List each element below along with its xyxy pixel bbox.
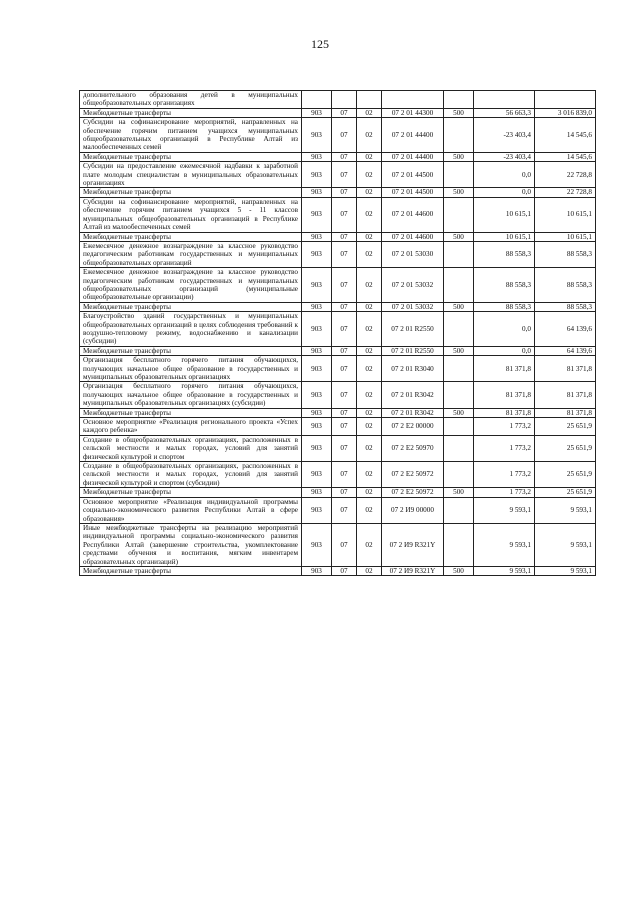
row-name: Создание в общеобразовательных организациях, расположенных в сельской местности и малых городах, условий для занятий физической культурой и спортом (субсидии): [80, 462, 302, 488]
target-article: 07 2 E2 50972: [382, 462, 444, 488]
section-code: 07: [332, 118, 357, 153]
subsection-code: 02: [357, 418, 382, 436]
table-row: [80, 188, 596, 197]
target-article: 07 2 E2 50972: [382, 488, 444, 497]
section-code: [332, 91, 357, 109]
admin-code: 903: [302, 418, 332, 436]
amount-total: 14 545,6: [535, 152, 596, 161]
subsection-code: 02: [357, 197, 382, 232]
row-name: Межбюджетные трансферты: [80, 188, 302, 197]
row-name: Межбюджетные трансферты: [80, 152, 302, 161]
expense-type: [444, 268, 474, 303]
table-row: [80, 418, 596, 436]
amount-change: 81 371,8: [474, 408, 535, 417]
expense-type: [444, 197, 474, 232]
target-article: 07 2 01 53032: [382, 302, 444, 311]
amount-total: 22 728,8: [535, 188, 596, 197]
subsection-code: 02: [357, 523, 382, 566]
expense-type: 500: [444, 188, 474, 197]
row-name: Межбюджетные трансферты: [80, 108, 302, 117]
subsection-code: 02: [357, 382, 382, 408]
target-article: 07 2 01 53032: [382, 268, 444, 303]
admin-code: [302, 91, 332, 109]
amount-change: 10 615,1: [474, 197, 535, 232]
table-row: [80, 91, 596, 109]
row-name: Межбюджетные трансферты: [80, 346, 302, 355]
amount-total: 25 651,9: [535, 462, 596, 488]
expense-type: [444, 91, 474, 109]
table-row: [80, 566, 596, 575]
target-article: 07 2 01 R2550: [382, 312, 444, 347]
amount-total: 10 615,1: [535, 197, 596, 232]
amount-total: 88 558,3: [535, 241, 596, 267]
amount-change: 1 773,2: [474, 435, 535, 461]
expense-type: 500: [444, 302, 474, 311]
target-article: 07 2 И9 R321Y: [382, 523, 444, 566]
amount-change: -23 403,4: [474, 152, 535, 161]
expense-type: 500: [444, 488, 474, 497]
table-row: [80, 356, 596, 382]
table-body: [80, 91, 596, 576]
row-name: Ежемесячное денежное вознаграждение за классное руководство педагогическим работникам государственных и муниципальных общеобразовательных организаций (муниципальные общеобразовательные организации): [80, 268, 302, 303]
row-name: Создание в общеобразовательных организациях, расположенных в сельской местности и малых городах, условий для занятий физической культурой и спортом: [80, 435, 302, 461]
subsection-code: 02: [357, 356, 382, 382]
subsection-code: 02: [357, 108, 382, 117]
subsection-code: 02: [357, 408, 382, 417]
table-row: [80, 108, 596, 117]
amount-change: 0,0: [474, 162, 535, 188]
section-code: 07: [332, 232, 357, 241]
subsection-code: 02: [357, 152, 382, 161]
target-article: 07 2 И9 00000: [382, 497, 444, 523]
subsection-code: 02: [357, 188, 382, 197]
amount-change: 9 593,1: [474, 566, 535, 575]
section-code: 07: [332, 197, 357, 232]
table-row: [80, 435, 596, 461]
section-code: 07: [332, 108, 357, 117]
amount-total: 25 651,9: [535, 418, 596, 436]
budget-table: [79, 90, 596, 576]
amount-total: 9 593,1: [535, 497, 596, 523]
target-article: 07 2 E2 50970: [382, 435, 444, 461]
admin-code: 903: [302, 152, 332, 161]
amount-change: 10 615,1: [474, 232, 535, 241]
admin-code: 903: [302, 302, 332, 311]
row-name: Благоустройство зданий государственных и муниципальных общеобразовательных организаций в целях соблюдения требований к воздушно-тепловому режиму, водоснабжению и канализации (субсидии): [80, 312, 302, 347]
amount-total: 88 558,3: [535, 268, 596, 303]
admin-code: 903: [302, 523, 332, 566]
admin-code: 903: [302, 435, 332, 461]
section-code: 07: [332, 241, 357, 267]
amount-total: 3 016 839,0: [535, 108, 596, 117]
section-code: 07: [332, 356, 357, 382]
target-article: 07 2 01 44500: [382, 188, 444, 197]
amount-change: [474, 91, 535, 109]
subsection-code: 02: [357, 118, 382, 153]
section-code: 07: [332, 188, 357, 197]
row-name: Межбюджетные трансферты: [80, 488, 302, 497]
expense-type: [444, 462, 474, 488]
target-article: 07 2 01 R3042: [382, 382, 444, 408]
amount-total: 25 651,9: [535, 488, 596, 497]
section-code: 07: [332, 418, 357, 436]
admin-code: 903: [302, 488, 332, 497]
admin-code: 903: [302, 162, 332, 188]
table-row: [80, 523, 596, 566]
amount-total: 9 593,1: [535, 566, 596, 575]
admin-code: 903: [302, 118, 332, 153]
amount-total: 88 558,3: [535, 302, 596, 311]
target-article: 07 2 01 R2550: [382, 346, 444, 355]
expense-type: [444, 241, 474, 267]
amount-change: 9 593,1: [474, 497, 535, 523]
expense-type: 500: [444, 232, 474, 241]
section-code: 07: [332, 497, 357, 523]
table-row: [80, 488, 596, 497]
amount-change: 81 371,8: [474, 382, 535, 408]
subsection-code: 02: [357, 435, 382, 461]
table-row: [80, 382, 596, 408]
target-article: 07 2 01 R3040: [382, 356, 444, 382]
expense-type: 500: [444, 346, 474, 355]
expense-type: [444, 497, 474, 523]
table-row: [80, 302, 596, 311]
amount-change: -23 403,4: [474, 118, 535, 153]
amount-total: 81 371,8: [535, 382, 596, 408]
table-row: [80, 312, 596, 347]
amount-total: 10 615,1: [535, 232, 596, 241]
section-code: 07: [332, 408, 357, 417]
subsection-code: [357, 91, 382, 109]
amount-change: 88 558,3: [474, 241, 535, 267]
subsection-code: 02: [357, 241, 382, 267]
admin-code: 903: [302, 382, 332, 408]
row-name: Иные межбюджетные трансферты на реализацию мероприятий индивидуальной программы социально-экономического развития Республики Алтай (завершение строительства, укомплектование средствами обучения и воспитания, мягким инвентарем образовательных организаций): [80, 523, 302, 566]
expense-type: [444, 356, 474, 382]
table-row: [80, 152, 596, 161]
page-number: 125: [311, 37, 329, 51]
amount-total: 25 651,9: [535, 435, 596, 461]
admin-code: 903: [302, 108, 332, 117]
section-code: 07: [332, 462, 357, 488]
admin-code: 903: [302, 408, 332, 417]
subsection-code: 02: [357, 312, 382, 347]
subsection-code: 02: [357, 162, 382, 188]
admin-code: 903: [302, 268, 332, 303]
subsection-code: 02: [357, 346, 382, 355]
expense-type: [444, 312, 474, 347]
amount-total: 64 139,6: [535, 346, 596, 355]
row-name: Межбюджетные трансферты: [80, 408, 302, 417]
section-code: 07: [332, 523, 357, 566]
row-name: дополнительного образования детей в муниципальных общеобразовательных организациях: [80, 91, 302, 109]
row-name: Субсидии на предоставление ежемесячной надбавки к заработной плате молодым специалистам в муниципальных образовательных организациях: [80, 162, 302, 188]
section-code: 07: [332, 312, 357, 347]
amount-total: 9 593,1: [535, 523, 596, 566]
table-row: [80, 346, 596, 355]
subsection-code: 02: [357, 268, 382, 303]
subsection-code: 02: [357, 462, 382, 488]
admin-code: 903: [302, 346, 332, 355]
section-code: 07: [332, 268, 357, 303]
row-name: Ежемесячное денежное вознаграждение за классное руководство педагогическим работникам государственных и муниципальных общеобразовательных организаций: [80, 241, 302, 267]
row-name: Межбюджетные трансферты: [80, 302, 302, 311]
target-article: 07 2 01 44600: [382, 232, 444, 241]
amount-change: 0,0: [474, 346, 535, 355]
amount-change: 9 593,1: [474, 523, 535, 566]
table-row: [80, 497, 596, 523]
expense-type: [444, 418, 474, 436]
row-name: Межбюджетные трансферты: [80, 232, 302, 241]
amount-change: 1 773,2: [474, 418, 535, 436]
target-article: 07 2 И9 R321Y: [382, 566, 444, 575]
target-article: 07 2 01 44400: [382, 118, 444, 153]
row-name: Организация бесплатного горячего питания обучающихся, получающих начальное общее образование в государственных и муниципальных образовательных организациях: [80, 356, 302, 382]
amount-change: 88 558,3: [474, 302, 535, 311]
amount-total: 22 728,8: [535, 162, 596, 188]
table-row: [80, 241, 596, 267]
row-name: Субсидии на софинансирование мероприятий, направленных на обеспечение горячим питанием учащихся 5 - 11 классов муниципальных общеобразовательных организаций в Республике Алтай из малообеспеченных семей: [80, 197, 302, 232]
row-name: Основное мероприятие «Реализация регионального проекта «Успех каждого ребенка»: [80, 418, 302, 436]
expense-type: [444, 523, 474, 566]
amount-change: 56 663,3: [474, 108, 535, 117]
target-article: 07 2 01 44600: [382, 197, 444, 232]
row-name: Межбюджетные трансферты: [80, 566, 302, 575]
table-row: [80, 162, 596, 188]
admin-code: 903: [302, 497, 332, 523]
admin-code: 903: [302, 232, 332, 241]
admin-code: 903: [302, 188, 332, 197]
row-name: Основное мероприятие «Реализация индивидуальной программы социально-экономического развития Республики Алтай в сфере образования»: [80, 497, 302, 523]
amount-total: 81 371,8: [535, 408, 596, 417]
amount-total: 81 371,8: [535, 356, 596, 382]
target-article: 07 2 01 R3042: [382, 408, 444, 417]
expense-type: 500: [444, 108, 474, 117]
section-code: 07: [332, 162, 357, 188]
subsection-code: 02: [357, 302, 382, 311]
row-name: Субсидии на софинансирование мероприятий, направленных на обеспечение горячим питанием учащихся муниципальных общеобразовательных организаций в Республике Алтай из малообеспеченных семей: [80, 118, 302, 153]
amount-change: 81 371,8: [474, 356, 535, 382]
target-article: 07 2 01 44400: [382, 152, 444, 161]
expense-type: 500: [444, 566, 474, 575]
section-code: 07: [332, 302, 357, 311]
target-article: 07 2 01 53030: [382, 241, 444, 267]
table-row: [80, 268, 596, 303]
table-row: [80, 232, 596, 241]
admin-code: 903: [302, 241, 332, 267]
section-code: 07: [332, 488, 357, 497]
admin-code: 903: [302, 566, 332, 575]
table-row: [80, 197, 596, 232]
subsection-code: 02: [357, 497, 382, 523]
target-article: 07 2 E2 00000: [382, 418, 444, 436]
admin-code: 903: [302, 312, 332, 347]
amount-total: 64 139,6: [535, 312, 596, 347]
subsection-code: 02: [357, 232, 382, 241]
section-code: 07: [332, 382, 357, 408]
table-row: [80, 408, 596, 417]
section-code: 07: [332, 435, 357, 461]
amount-change: 1 773,2: [474, 488, 535, 497]
expense-type: [444, 382, 474, 408]
target-article: 07 2 01 44300: [382, 108, 444, 117]
amount-change: 88 558,3: [474, 268, 535, 303]
expense-type: [444, 118, 474, 153]
admin-code: 903: [302, 356, 332, 382]
amount-change: 0,0: [474, 312, 535, 347]
target-article: [382, 91, 444, 109]
expense-type: 500: [444, 408, 474, 417]
admin-code: 903: [302, 462, 332, 488]
subsection-code: 02: [357, 566, 382, 575]
expense-type: [444, 162, 474, 188]
amount-change: 0,0: [474, 188, 535, 197]
amount-change: 1 773,2: [474, 462, 535, 488]
section-code: 07: [332, 346, 357, 355]
expense-type: [444, 435, 474, 461]
row-name: Организация бесплатного горячего питания обучающихся, получающих начальное общее образование в государственных и муниципальных образовательных организациях (субсидии): [80, 382, 302, 408]
amount-total: [535, 91, 596, 109]
expense-type: 500: [444, 152, 474, 161]
table-row: [80, 118, 596, 153]
admin-code: 903: [302, 197, 332, 232]
section-code: 07: [332, 566, 357, 575]
target-article: 07 2 01 44500: [382, 162, 444, 188]
amount-total: 14 545,6: [535, 118, 596, 153]
table-row: [80, 462, 596, 488]
section-code: 07: [332, 152, 357, 161]
subsection-code: 02: [357, 488, 382, 497]
